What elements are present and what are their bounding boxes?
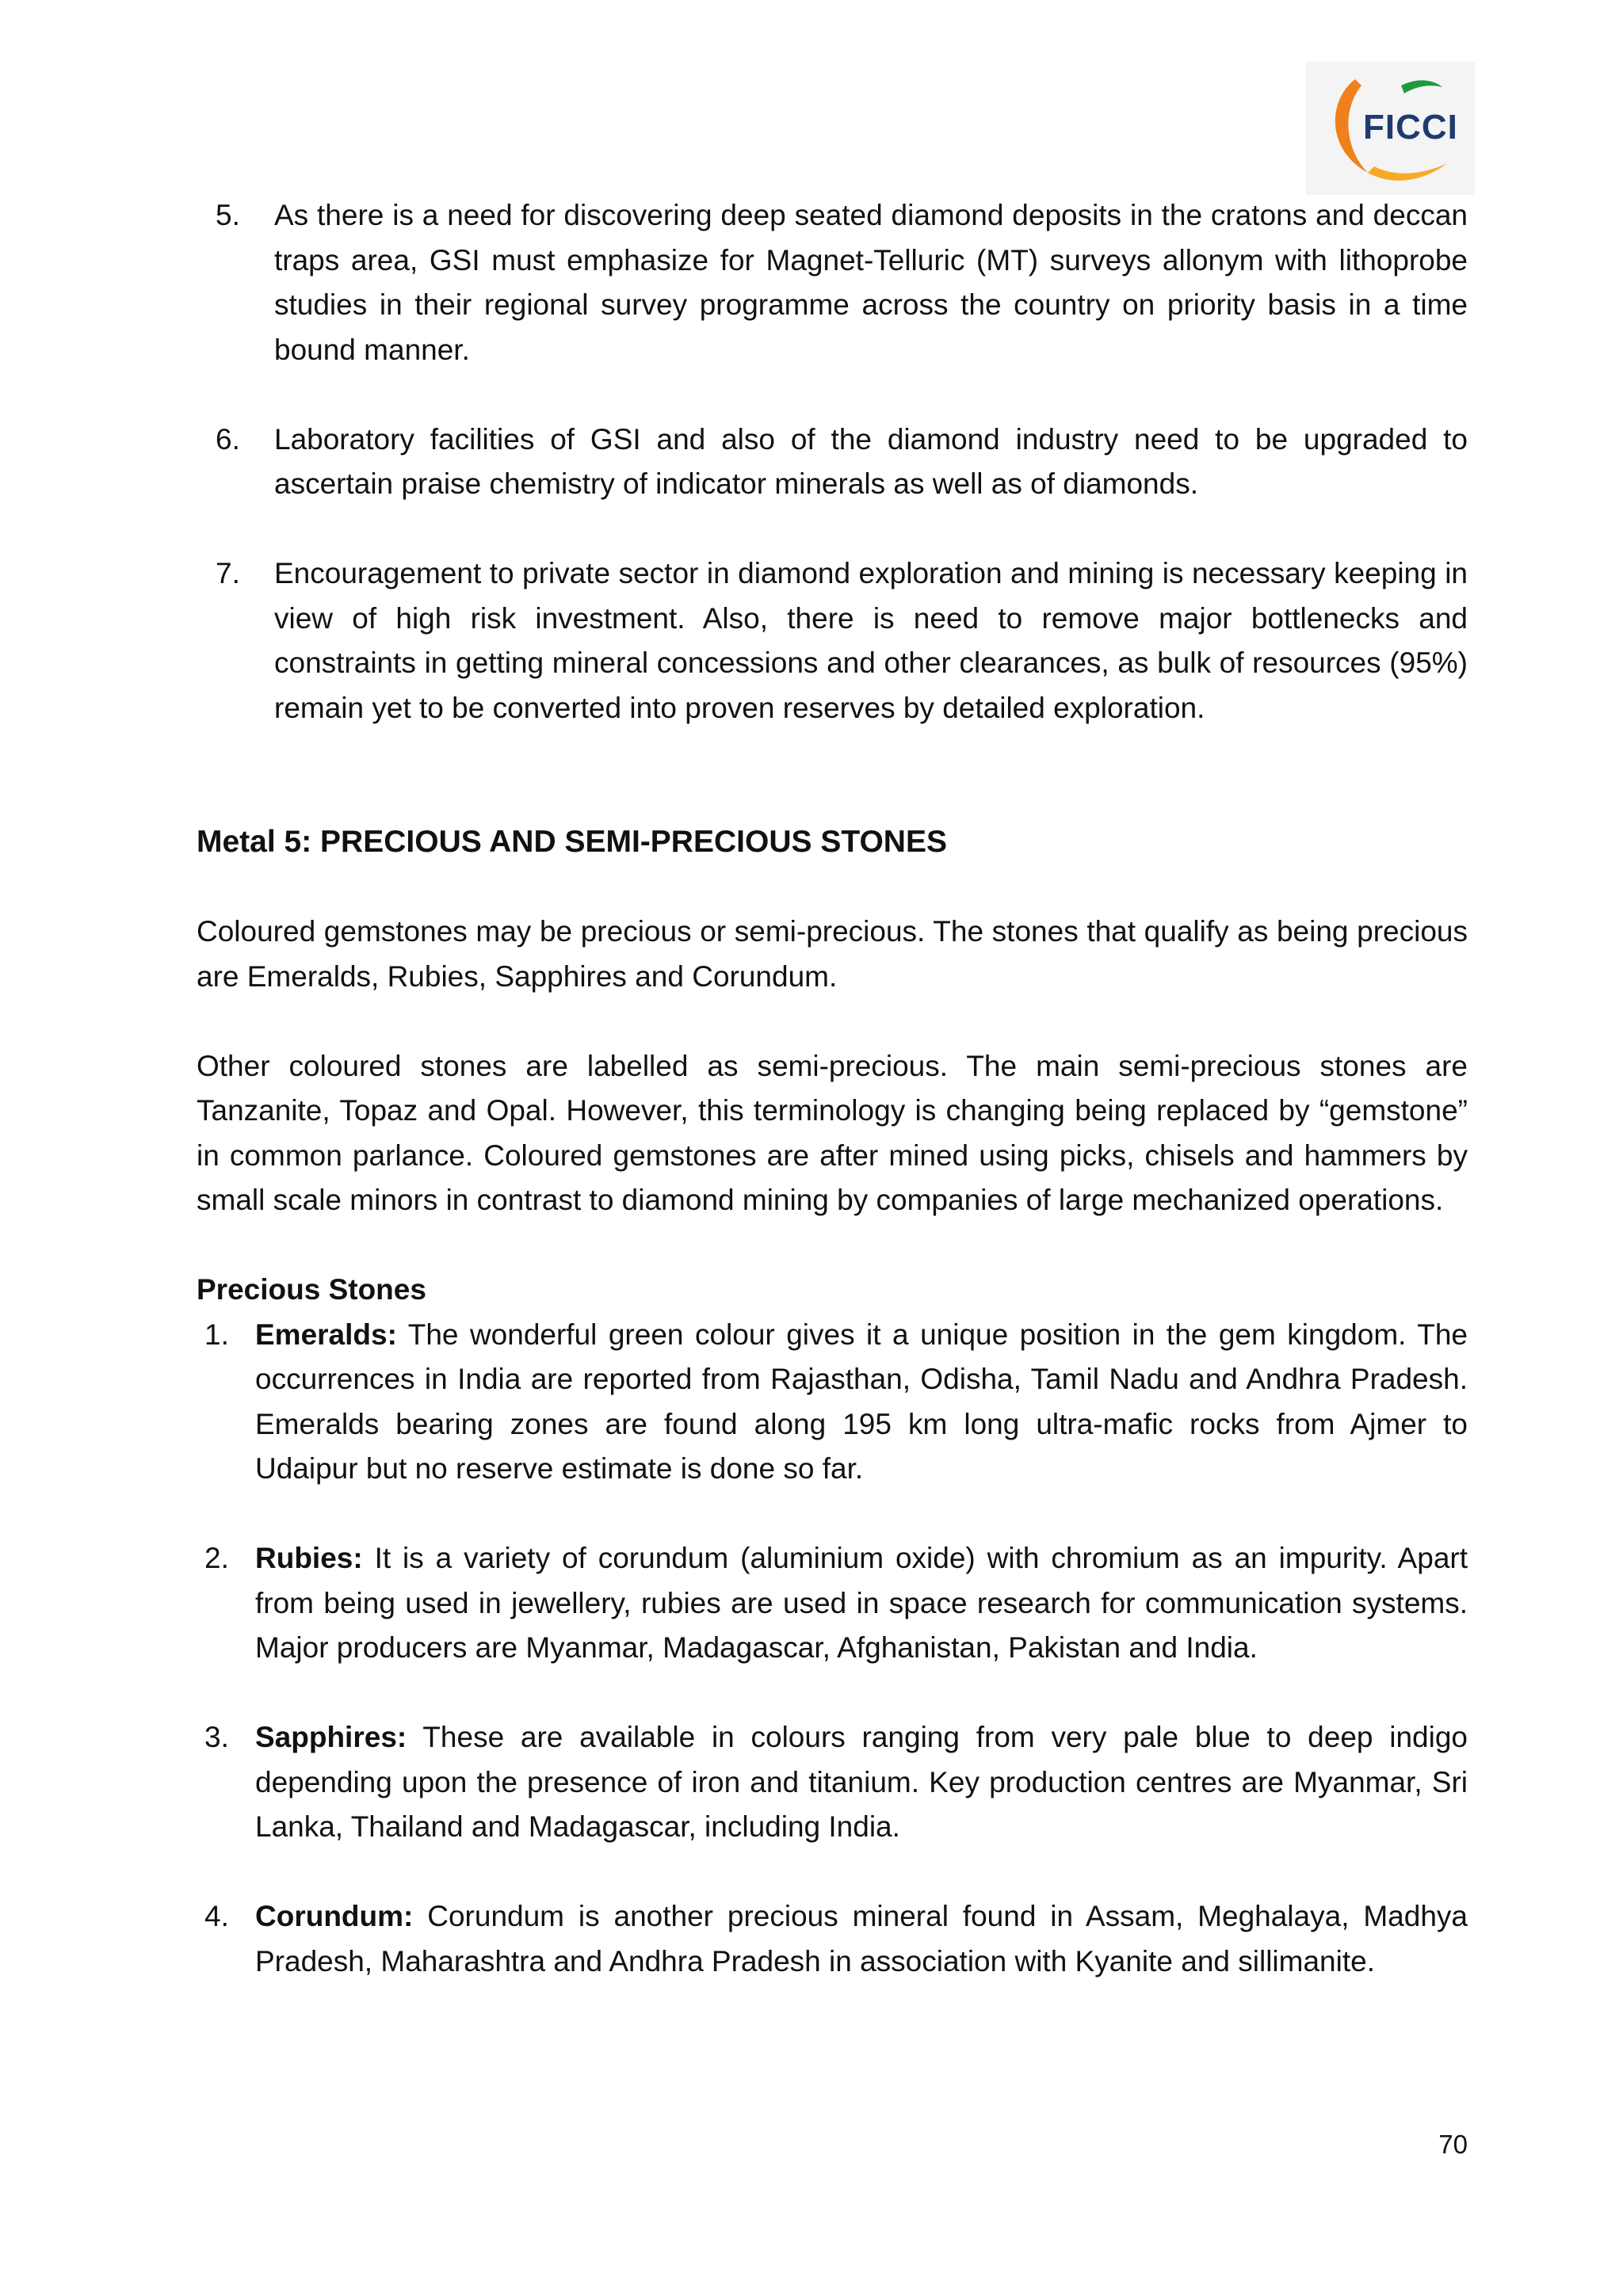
section-heading: Metal 5: PRECIOUS AND SEMI-PRECIOUS STONES xyxy=(197,825,947,859)
list-text: These are available in colours ranging from very pale blue to deep indigo depending upon the presence of iron and titanium. Key production centres are Myanmar, Sri Lanka, Thailand and Madagascar, including India. xyxy=(255,1721,1468,1843)
logo-text: FICCI xyxy=(1363,108,1458,147)
precious-stones-list xyxy=(197,1313,1468,1985)
stone-term: Rubies: xyxy=(255,1542,363,1574)
ficci-logo xyxy=(1306,62,1475,195)
stone-term: Corundum: xyxy=(255,1900,414,1932)
list-item xyxy=(197,193,1468,372)
list-item xyxy=(197,418,1468,507)
list-item xyxy=(197,551,1468,730)
list-number: 7. xyxy=(216,557,240,589)
paragraph: Other coloured stones are labelled as semi-precious. The main semi-precious stones are Tanzanite, Topaz and Opal. However, this terminology is changing being replaced by “gemstone” in common parlance. Coloured gemstones are after mined using picks, chisels and hammers by small scale minors in contrast to diamond mining by companies of large mechanized operations. xyxy=(197,1049,1468,1216)
list-number: 3. xyxy=(204,1721,229,1753)
list-text: As there is a need for discovering deep seated diamond deposits in the cratons and deccan traps area, GSI must emphasize for Magnet-Telluric (MT) surveys allonym with lithoprobe studies in their regional survey programme across the country on priority basis in a time bound manner. xyxy=(274,199,1468,366)
list-number: 5. xyxy=(216,199,240,231)
list-number: 1. xyxy=(204,1318,229,1351)
recommendations-list xyxy=(197,193,1468,730)
list-item xyxy=(197,1313,1468,1492)
list-text: Corundum is another precious mineral found in Assam, Meghalaya, Madhya Pradesh, Maharashtra and Andhra Pradesh in association with Kyanite and sillimanite. xyxy=(255,1900,1468,1978)
page-number: 70 xyxy=(1438,2130,1468,2159)
list-text: Encouragement to private sector in diamond exploration and mining is necessary keeping in view of high risk investment. Also, there is need to remove major bottlenecks and constraints in getting mineral concessions and other clearances, as bulk of resources (95%) remain yet to be converted into proven reserves by detailed exploration. xyxy=(274,557,1468,724)
stone-term: Emeralds: xyxy=(255,1318,397,1351)
list-text: Laboratory facilities of GSI and also of the diamond industry need to be upgraded to ascertain praise chemistry of indicator minerals as well as of diamonds. xyxy=(274,422,1468,500)
paragraph: Coloured gemstones may be precious or semi-precious. The stones that qualify as being precious are Emeralds, Rubies, Sapphires and Corundum. xyxy=(197,915,1468,993)
page-content xyxy=(197,193,1468,1984)
list-number: 4. xyxy=(204,1900,229,1932)
list-item xyxy=(197,1536,1468,1671)
list-text: The wonderful green colour gives it a unique position in the gem kingdom. The occurrences in India are reported from Rajasthan, Odisha, Tamil Nadu and Andhra Pradesh. Emeralds bearing zones are found along 195 km long ultra-mafic rocks from Ajmer to Udaipur but no reserve estimate is done so far. xyxy=(255,1318,1468,1485)
subheading: Precious Stones xyxy=(197,1273,426,1306)
list-text: It is a variety of corundum (aluminium oxide) with chromium as an impurity. Apart from being used in jewellery, rubies are used in space research for communication systems. Major producers are Myanmar, Madagascar, Afghanistan, Pakistan and India. xyxy=(255,1542,1468,1664)
list-item xyxy=(197,1894,1468,1984)
stone-term: Sapphires: xyxy=(255,1721,407,1753)
list-number: 6. xyxy=(216,422,240,456)
list-number: 2. xyxy=(204,1542,229,1574)
list-item xyxy=(197,1715,1468,1850)
